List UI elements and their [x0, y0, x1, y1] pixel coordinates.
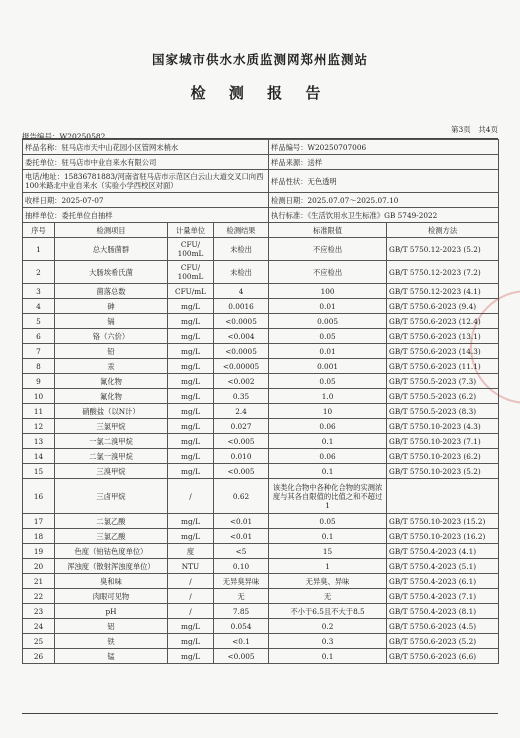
col-header: 检测项目	[55, 223, 168, 238]
cell-no: 23	[23, 604, 55, 619]
cell-result: <0.0005	[214, 314, 269, 329]
table-row	[23, 604, 499, 619]
cell-limit: 不应检出	[269, 261, 387, 284]
cell-limit: 0.01	[269, 299, 387, 314]
cell-item: 三卤甲烷	[55, 479, 168, 514]
cell-item: pH	[55, 604, 168, 619]
cell-unit: mg/L	[168, 529, 214, 544]
cell-no: 24	[23, 619, 55, 634]
cell-method: GB/T 5750.4-2023 (5.1)	[387, 559, 499, 574]
cell-limit: 1	[269, 559, 387, 574]
cell-limit: 0.05	[269, 374, 387, 389]
cell-limit: 0.1	[269, 649, 387, 664]
cell-item: 一氯二溴甲烷	[55, 434, 168, 449]
cell-result: <0.005	[214, 649, 269, 664]
cell-method: GB/T 5750.4-2023 (4.1)	[387, 544, 499, 559]
cell-limit: 100	[269, 284, 387, 299]
cell-no: 5	[23, 314, 55, 329]
cell-method: GB/T 5750.10-2023 (16.2)	[387, 529, 499, 544]
cell-item: 汞	[55, 359, 168, 374]
table-row	[23, 299, 499, 314]
report-table	[22, 139, 499, 664]
cell-no: 15	[23, 464, 55, 479]
cell-item: 三溴甲烷	[55, 464, 168, 479]
cell-method: GB/T 5750.5-2023 (8.3)	[387, 404, 499, 419]
cell-no: 14	[23, 449, 55, 464]
cell-unit: CFU/mL	[168, 284, 214, 299]
cell-no: 22	[23, 589, 55, 604]
bottom-rule	[22, 713, 498, 714]
table-row	[23, 449, 499, 464]
receive-date: 收样日期：2025-07-07	[23, 193, 269, 208]
cell-unit: /	[168, 574, 214, 589]
cell-result: 0.10	[214, 559, 269, 574]
cell-result: <0.01	[214, 514, 269, 529]
cell-item: 总大肠菌群	[55, 238, 168, 261]
cell-item: 浑浊度（散射浑浊度单位）	[55, 559, 168, 574]
cell-method: GB/T 5750.10-2023 (5.2)	[387, 464, 499, 479]
cell-unit: /	[168, 604, 214, 619]
table-row	[23, 284, 499, 299]
cell-result: 2.4	[214, 404, 269, 419]
cell-limit: 0.1	[269, 529, 387, 544]
cell-unit: mg/L	[168, 404, 214, 419]
sample-source: 样品来源：送样	[269, 155, 499, 170]
cell-item: 三氯甲烷	[55, 419, 168, 434]
cell-no: 19	[23, 544, 55, 559]
cell-unit: mg/L	[168, 634, 214, 649]
cell-method: GB/T 5750.6-2023 (13.1)	[387, 329, 499, 344]
org-name: 国家城市供水水质监测网郑州监测站	[151, 52, 368, 67]
cell-item: 铁	[55, 634, 168, 649]
test-date: 检测日期：2025.07.07～2025.07.10	[269, 193, 499, 208]
cell-unit: CFU/ 100mL	[168, 238, 214, 261]
table-row	[23, 619, 499, 634]
cell-no: 26	[23, 649, 55, 664]
cell-method: GB/T 5750.4-2023 (8.1)	[387, 604, 499, 619]
cell-unit: mg/L	[168, 619, 214, 634]
cell-item: 砷	[55, 299, 168, 314]
cell-method: GB/T 5750.4-2023 (6.1)	[387, 574, 499, 589]
table-row	[23, 559, 499, 574]
cell-result: <0.1	[214, 634, 269, 649]
cell-method: GB/T 5750.4-2023 (7.1)	[387, 589, 499, 604]
cell-unit: mg/L	[168, 329, 214, 344]
table-row	[23, 374, 499, 389]
cell-limit: 无	[269, 589, 387, 604]
cell-result: 0.62	[214, 479, 269, 514]
cell-limit: 无异臭、异味	[269, 574, 387, 589]
cell-method: GB/T 5750.6-2023 (6.6)	[387, 649, 499, 664]
standard: 执行标准：《生活饮用水卫生标准》GB 5749-2022	[269, 208, 499, 223]
cell-limit: 0.1	[269, 464, 387, 479]
cell-method: GB/T 5750.10-2023 (7.1)	[387, 434, 499, 449]
cell-result: <0.004	[214, 329, 269, 344]
table-row	[23, 464, 499, 479]
cell-unit: mg/L	[168, 434, 214, 449]
cell-result: <0.002	[214, 374, 269, 389]
cell-result: <0.005	[214, 464, 269, 479]
report-number: 报告编号：W20250582	[22, 132, 106, 141]
cell-unit: NTU	[168, 559, 214, 574]
cell-no: 1	[23, 238, 55, 261]
cell-unit: mg/L	[168, 464, 214, 479]
cell-item: 大肠埃希氏菌	[55, 261, 168, 284]
cell-method: GB/T 5750.6-2023 (14.3)	[387, 344, 499, 359]
cell-item: 二氯一溴甲烷	[55, 449, 168, 464]
cell-limit: 15	[269, 544, 387, 559]
cell-method: GB/T 5750.12-2023 (4.1)	[387, 284, 499, 299]
cell-unit: 度	[168, 544, 214, 559]
cell-method: GB/T 5750.10-2023 (6.2)	[387, 449, 499, 464]
cell-result: 0.054	[214, 619, 269, 634]
cell-unit: mg/L	[168, 389, 214, 404]
cell-limit: 不应检出	[269, 238, 387, 261]
cell-method: GB/T 5750.12-2023 (7.2)	[387, 261, 499, 284]
result-rows	[23, 238, 499, 664]
cell-limit: 0.001	[269, 359, 387, 374]
cell-limit: 0.05	[269, 329, 387, 344]
cell-limit: 0.1	[269, 434, 387, 449]
cell-no: 2	[23, 261, 55, 284]
cell-item: 镉	[55, 314, 168, 329]
cell-no: 3	[23, 284, 55, 299]
cell-no: 10	[23, 389, 55, 404]
cell-limit: 0.005	[269, 314, 387, 329]
cell-unit: mg/L	[168, 314, 214, 329]
cell-result: <5	[214, 544, 269, 559]
table-row	[23, 574, 499, 589]
col-header: 序号	[23, 223, 55, 238]
cell-no: 11	[23, 404, 55, 419]
cell-item: 硝酸盐（以N计）	[55, 404, 168, 419]
sample-number: 样品编号：W20250707006	[269, 140, 499, 155]
sample-info	[23, 140, 499, 223]
cell-no: 9	[23, 374, 55, 389]
cell-limit: 该类化合物中各种化合物的实测浓度与其各自限值的比值之和不超过1	[269, 479, 387, 514]
cell-item: 锰	[55, 649, 168, 664]
cell-unit: mg/L	[168, 299, 214, 314]
cell-unit: mg/L	[168, 359, 214, 374]
cell-result: 4	[214, 284, 269, 299]
table-row	[23, 544, 499, 559]
cell-result: 7.85	[214, 604, 269, 619]
table-row	[23, 404, 499, 419]
cell-item: 菌落总数	[55, 284, 168, 299]
cell-limit: 0.3	[269, 634, 387, 649]
cell-no: 20	[23, 559, 55, 574]
page-indicator: 第3页 共4页	[450, 125, 498, 134]
cell-limit: 0.05	[269, 514, 387, 529]
cell-limit: 不小于6.5且不大于8.5	[269, 604, 387, 619]
sample-name: 样品名称：驻马店市天中山花园小区管网末梢水	[23, 140, 269, 155]
table-row	[23, 514, 499, 529]
cell-method	[387, 479, 499, 514]
cell-result: 0.010	[214, 449, 269, 464]
column-header-row	[23, 223, 499, 238]
cell-item: 二氯乙酸	[55, 514, 168, 529]
cell-item: 铅	[55, 344, 168, 359]
cell-method: GB/T 5750.6-2023 (12.4)	[387, 314, 499, 329]
cell-item: 三氯乙酸	[55, 529, 168, 544]
client-unit: 委托单位：驻马店市中业自来水有限公司	[23, 155, 269, 170]
col-header: 检测结果	[214, 223, 269, 238]
table-row	[23, 344, 499, 359]
table-row	[23, 589, 499, 604]
cell-item: 色度（铂钴色度单位）	[55, 544, 168, 559]
cell-unit: mg/L	[168, 514, 214, 529]
cell-result: 未检出	[214, 238, 269, 261]
cell-no: 25	[23, 634, 55, 649]
cell-method: GB/T 5750.6-2023 (5.2)	[387, 634, 499, 649]
table-row	[23, 479, 499, 514]
cell-unit: CFU/ 100mL	[168, 261, 214, 284]
table-row	[23, 261, 499, 284]
col-header: 检测方法	[387, 223, 499, 238]
cell-no: 17	[23, 514, 55, 529]
cell-item: 铬（六价）	[55, 329, 168, 344]
col-header: 计量单位	[168, 223, 214, 238]
cell-result: 0.35	[214, 389, 269, 404]
table-row	[23, 634, 499, 649]
col-header: 标准限值	[269, 223, 387, 238]
cell-result: 无异臭异味	[214, 574, 269, 589]
cell-method: GB/T 5750.6-2023 (9.4)	[387, 299, 499, 314]
table-row	[23, 314, 499, 329]
cell-item: 氟化物	[55, 389, 168, 404]
cell-unit: mg/L	[168, 449, 214, 464]
cell-limit: 0.01	[269, 344, 387, 359]
cell-limit: 0.2	[269, 619, 387, 634]
cell-no: 6	[23, 329, 55, 344]
cell-unit: /	[168, 479, 214, 514]
cell-unit: /	[168, 589, 214, 604]
table-row	[23, 389, 499, 404]
table-row	[23, 359, 499, 374]
cell-item: 肉眼可见物	[55, 589, 168, 604]
cell-limit: 10	[269, 404, 387, 419]
cell-item: 铝	[55, 619, 168, 634]
cell-no: 16	[23, 479, 55, 514]
cell-result: <0.0005	[214, 344, 269, 359]
sampling-unit: 抽样单位：委托单位自抽样	[23, 208, 269, 223]
cell-method: GB/T 5750.10-2023 (15.2)	[387, 514, 499, 529]
cell-item: 臭和味	[55, 574, 168, 589]
cell-method: GB/T 5750.6-2023 (11.1)	[387, 359, 499, 374]
column-header-group	[23, 223, 499, 238]
cell-no: 13	[23, 434, 55, 449]
table-row	[23, 434, 499, 449]
table-row	[23, 329, 499, 344]
cell-limit: 1.0	[269, 389, 387, 404]
cell-method: GB/T 5750.10-2023 (4.3)	[387, 419, 499, 434]
cell-no: 7	[23, 344, 55, 359]
cell-no: 4	[23, 299, 55, 314]
cell-method: GB/T 5750.5-2023 (6.2)	[387, 389, 499, 404]
cell-result: 未检出	[214, 261, 269, 284]
cell-no: 21	[23, 574, 55, 589]
cell-no: 18	[23, 529, 55, 544]
cell-result: <0.01	[214, 529, 269, 544]
cell-result: <0.00005	[214, 359, 269, 374]
cell-no: 12	[23, 419, 55, 434]
sample-character: 样品性状：无色透明	[269, 170, 499, 193]
table-row	[23, 238, 499, 261]
table-row	[23, 649, 499, 664]
cell-result: 0.027	[214, 419, 269, 434]
cell-method: GB/T 5750.12-2023 (5.2)	[387, 238, 499, 261]
cell-item: 氰化物	[55, 374, 168, 389]
cell-unit: mg/L	[168, 419, 214, 434]
cell-result: 0.0016	[214, 299, 269, 314]
cell-method: GB/T 5750.5-2023 (7.3)	[387, 374, 499, 389]
cell-limit: 0.06	[269, 419, 387, 434]
table-row	[23, 419, 499, 434]
table-row	[23, 529, 499, 544]
cell-method: GB/T 5750.6-2023 (4.5)	[387, 619, 499, 634]
cell-result: <0.005	[214, 434, 269, 449]
cell-unit: mg/L	[168, 344, 214, 359]
cell-unit: mg/L	[168, 649, 214, 664]
cell-unit: mg/L	[168, 374, 214, 389]
client-address: 电话/地址：15836781883/河南省驻马店市示范区白云山大道交叉口向西100米路北中业自来水（实验小学西校区对面）	[23, 170, 269, 193]
cell-result: 无	[214, 589, 269, 604]
cell-limit: 0.06	[269, 449, 387, 464]
report-title: 检 测 报 告	[190, 84, 330, 102]
cell-no: 8	[23, 359, 55, 374]
